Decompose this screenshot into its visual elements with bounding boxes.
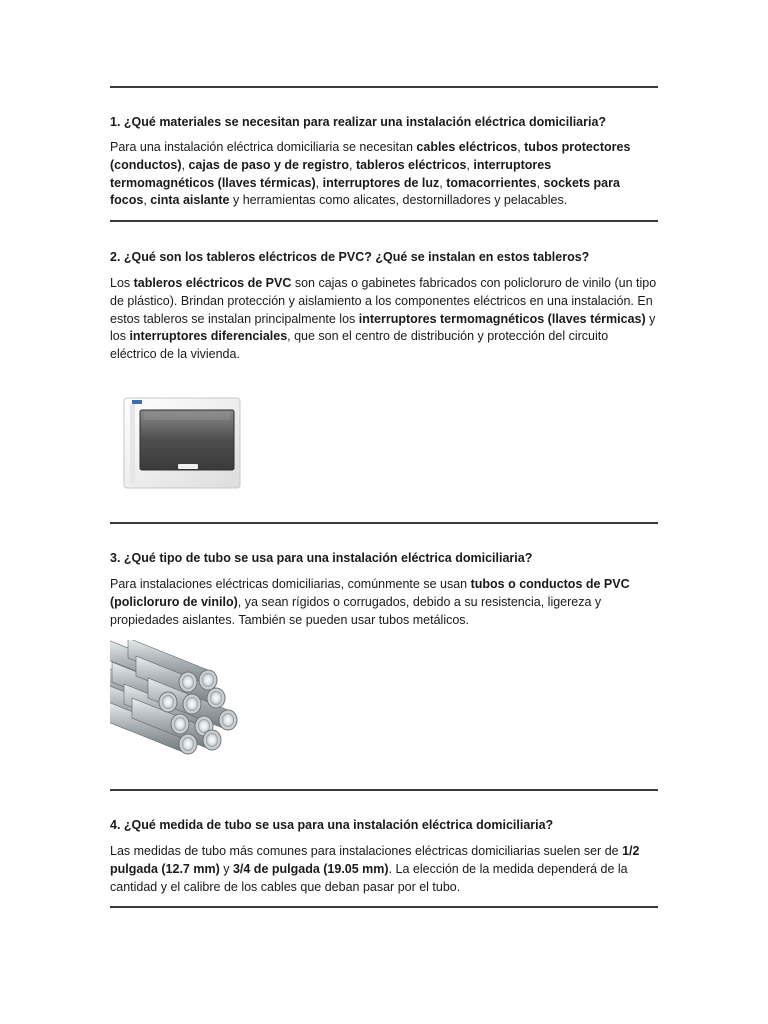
text-run: , [536,175,544,190]
divider-bottom [110,906,658,908]
divider-top [110,86,658,88]
bold-term: interruptores termomagnéticos (llaves térmicas) [358,311,646,326]
bold-term: sockets para focos [110,175,620,208]
text-run: Las medidas de tubo más comunes para instalaciones eléctricas domiciliarias suelen ser de [110,844,623,858]
divider-2 [110,522,658,524]
text-run: y [219,861,233,876]
bold-term: 1/2 pulgada (12.7 mm) [110,844,640,876]
bold-term: cajas de paso y de registro [188,157,349,172]
bold-term: tubos o conductos de PVC (policloruro de vinilo) [110,577,630,609]
bold-term: cinta aislante [150,193,230,208]
bold-term: cables eléctricos [416,140,518,154]
answer-4 [110,843,658,896]
question-1: 1. ¿Qué materiales se necesitan para realizar una instalación eléctrica domiciliaria? [110,115,607,129]
question-2: 2. ¿Qué son los tableros eléctricos de PVC? ¿Qué se instalan en estos tableros? [110,250,590,264]
question-3: 3. ¿Qué tipo de tubo se usa para una instalación eléctrica domiciliaria? [110,551,533,565]
text-run: y herramientas como alicates, destornilladores y pelacables. [229,193,568,208]
bold-term: interruptores diferenciales [129,329,288,344]
question-4: 4. ¿Qué medida de tubo se usa para una instalación eléctrica domiciliaria? [110,818,554,832]
text-run: Para una instalación eléctrica domiciliaria se necesitan [110,140,417,154]
bold-term: tomacorrientes [446,175,537,190]
text-run: , [181,157,189,172]
text-run: . La elección de la medida dependerá de la cantidad y el calibre de los cables que deban pasar por el tubo. [110,861,628,894]
bold-term: interruptores termomagnéticos (llaves térmicas) [110,157,552,190]
text-run: , [348,157,356,172]
text-run: son cajas o gabinetes fabricados con policloruro de vinilo (un tipo de plástico). Brindan protección y aislamiento a los componentes eléctricos en una instalación. En estos tableros se instalan principalmente los [110,276,657,326]
divider-3 [110,789,658,791]
text-run: , [143,193,151,208]
text-run: , [466,157,474,172]
answer-1 [110,139,658,210]
bold-term: 3/4 de pulgada (19.05 mm) [232,861,389,876]
divider-1 [110,220,658,222]
text-run: , ya sean rígidos o corrugados, debido a su resistencia, ligereza y propiedades aislantes. También se pueden usar tubos metálicos. [110,594,602,627]
text-run: Los [110,276,134,290]
text-run: , [517,140,525,154]
text-run: , que son el centro de distribución y protección del circuito eléctrico de la vivienda. [110,329,609,362]
bold-term: tableros eléctricos [355,157,467,172]
pvc-panel-board-image [122,396,244,494]
bold-term: interruptores de luz [322,175,440,190]
answer-3 [110,576,658,629]
text-run: Para instalaciones eléctricas domiciliarias, comúnmente se usan [110,577,471,591]
text-run: y los [110,311,656,344]
answer-2 [110,275,658,364]
text-run: , [315,175,323,190]
metal-pipes-image [110,640,255,774]
bold-term: tubos protectores (conductos) [110,140,631,172]
bold-term: tableros eléctricos de PVC [133,276,292,290]
text-run: , [439,175,447,190]
